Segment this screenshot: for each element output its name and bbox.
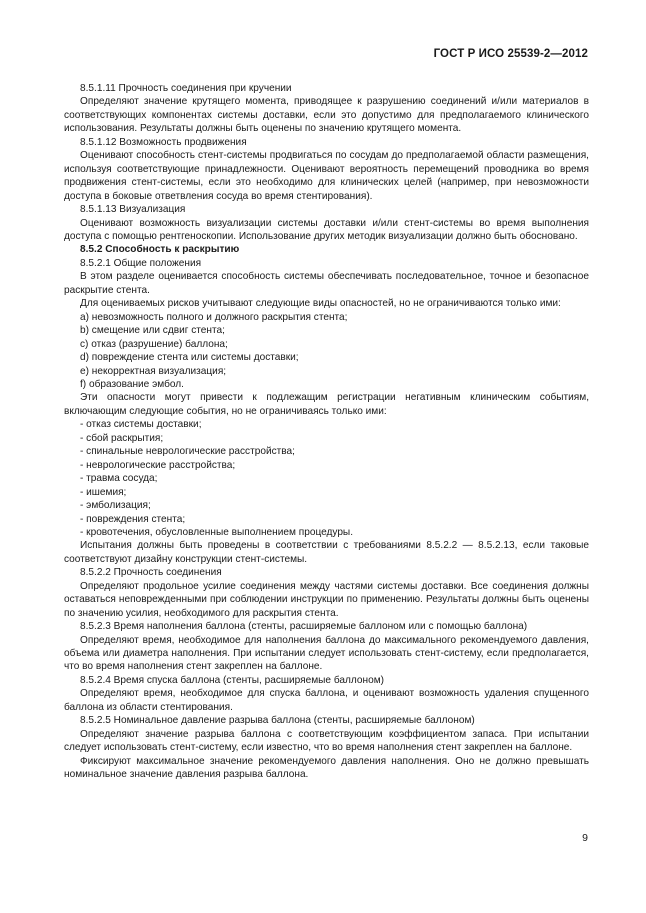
- paragraph: Оценивают возможность визуализации системы доставки и/или стент-системы во время выполнения доступа с помощью рентгеноскопии. Использование других методик визуализации должно быть обосновано.: [64, 217, 589, 242]
- list-item: - травма сосуда;: [80, 473, 158, 485]
- document-header: ГОСТ Р ИСО 25539-2—2012: [433, 48, 588, 60]
- list-item: - повреждения стента;: [80, 513, 186, 525]
- paragraph: Определяют время, необходимое для спуска баллона, и оценивают возможность удаления спущенного баллона из области стентирования.: [64, 688, 589, 713]
- section-heading-8-5-2-5: 8.5.2.5 Номинальное давление разрыва баллона (стенты, расширяемые баллоном): [80, 715, 475, 727]
- list-item: b) смещение или сдвиг стента;: [80, 325, 225, 337]
- list-item: а) невозможность полного и должного раскрытия стента;: [80, 311, 348, 323]
- list-item: - ишемия;: [80, 486, 127, 498]
- section-heading-8-5-1-11: 8.5.1.11 Прочность соединения при кручении: [80, 83, 292, 94]
- document-body: [64, 82, 589, 782]
- section-heading-8-5-1-12: 8.5.1.12 Возможность продвижения: [80, 136, 247, 148]
- list-item: f) образование эмбол.: [80, 378, 184, 390]
- paragraph: Испытания должны быть проведены в соответствии с требованиями 8.5.2.2 — 8.5.2.13, если таковые соответствуют дизайну конструкции стент-системы.: [64, 540, 589, 565]
- section-heading-8-5-2: 8.5.2 Способность к раскрытию: [80, 244, 240, 256]
- list-item: - отказ системы доставки;: [80, 419, 202, 431]
- list-item: c) отказ (разрушение) баллона;: [80, 338, 228, 350]
- section-heading-8-5-2-3: 8.5.2.3 Время наполнения баллона (стенты, расширяемые баллоном или с помощью баллона): [80, 621, 528, 633]
- paragraph: Оценивают способность стент-системы продвигаться по сосудам до предполагаемой области размещения, используя соответствующие принадлежности. Оценивают вероятность перемещений проводника во время продвижения стент-системы, если это необходимо для клинических целей (например, при невозможности доступа в боковые ответвления сосуда во время стентирования).: [64, 150, 589, 202]
- paragraph: В этом разделе оценивается способность системы обеспечивать последовательное, точное и безопасное раскрытие стента.: [64, 271, 589, 296]
- list-item: - сбой раскрытия;: [80, 432, 164, 444]
- page-number: 9: [582, 832, 588, 844]
- list-item: d) повреждение стента или системы доставки;: [80, 352, 299, 364]
- paragraph: Эти опасности могут привести к подлежащим регистрации негативным клиническим событиям, включающим следующие события, но не ограничиваясь только ими:: [64, 392, 589, 417]
- section-heading-8-5-2-4: 8.5.2.4 Время спуска баллона (стенты, расширяемые баллоном): [80, 674, 385, 686]
- paragraph: Определяют значение крутящего момента, приводящее к разрушению соединений и/или материалов в соответствующих компонентах системы доставки, если это допустимо для предполагаемого клинического использования. Результаты должны быть оценены по значению крутящего момента.: [64, 96, 589, 135]
- section-heading-8-5-1-13: 8.5.1.13 Визуализация: [80, 204, 186, 216]
- list-item: e) некорректная визуализация;: [80, 365, 227, 377]
- paragraph: Определяют продольное усилие соединения между частями системы доставки. Все соединения должны оставаться неповрежденными при соблюдении инструкции по применению. Результаты должны быть оценены по значению усилия, необходимого для раскрытия стента.: [64, 580, 589, 619]
- paragraph: Определяют время, необходимое для наполнения баллона до максимального рекомендуемого давления, объема или диаметра наполнения. При испытании следует использовать стент-систему, если предполагается, что во время наполнения стент закреплен на баллоне.: [64, 634, 589, 673]
- paragraph: Фиксируют максимальное значение рекомендуемого давления наполнения. Оно не должно превышать номинальное значение давления разрыва баллона.: [64, 755, 589, 781]
- list-item: - кровотечения, обусловленные выполнением процедуры.: [80, 526, 353, 538]
- list-item: - неврологические расстройства;: [80, 459, 236, 471]
- list-item: - эмболизация;: [80, 500, 151, 512]
- paragraph: Для оцениваемых рисков учитывают следующие виды опасностей, но не ограничиваются только ими:: [80, 298, 561, 310]
- list-item: - спинальные неврологические расстройства;: [80, 446, 295, 458]
- section-heading-8-5-2-1: 8.5.2.1 Общие положения: [80, 257, 202, 269]
- paragraph: Определяют значение разрыва баллона с соответствующим коэффициентом запаса. При испытании следует использовать стент-систему, если известно, что во время наполнения стент закреплен на баллоне.: [64, 728, 589, 754]
- section-heading-8-5-2-2: 8.5.2.2 Прочность соединения: [80, 567, 222, 579]
